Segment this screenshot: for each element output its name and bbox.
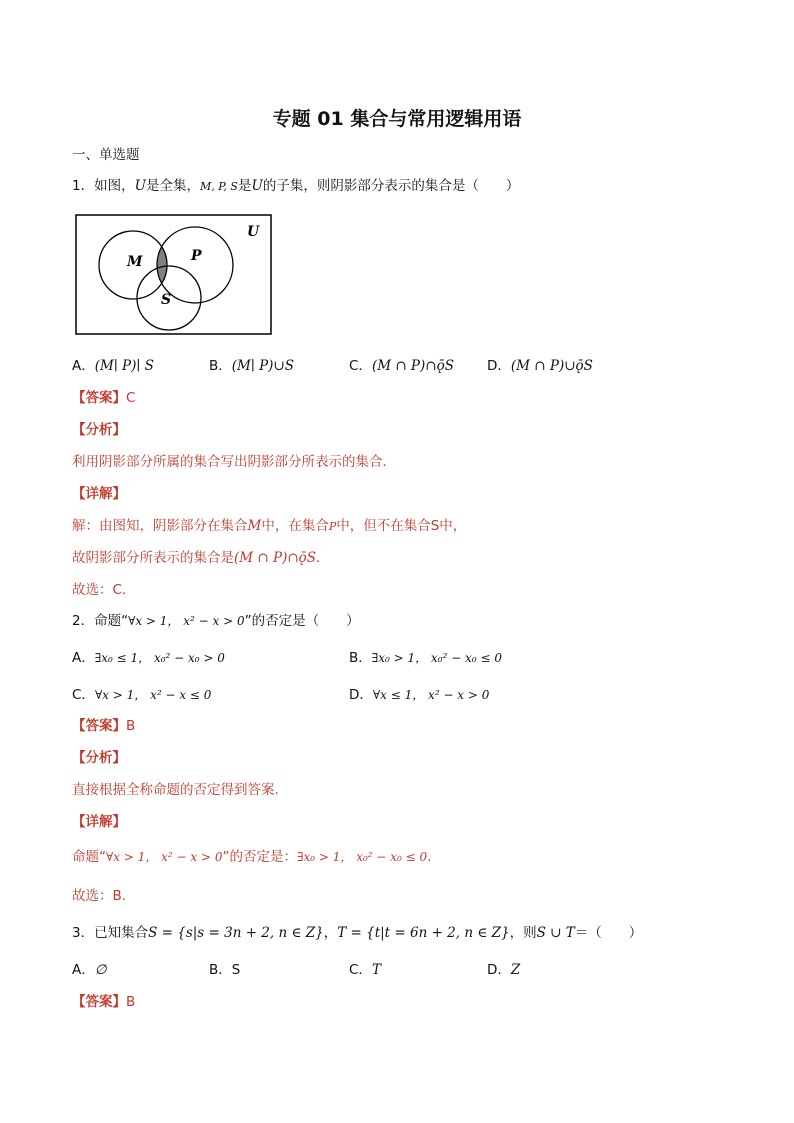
q2-option-b: B．∃x₀ > 1， x₀² − x₀ ≤ 0 — [349, 650, 502, 666]
q1-option-a: A．(M∣ P)∣ S — [72, 358, 154, 374]
q1-stem-post: 的子集，则阴影部分表示的集合是（ ） — [262, 178, 520, 194]
q2-option-a: A．∃x₀ ≤ 1， x₀² − x₀ > 0 — [72, 650, 225, 666]
venn-label-p: P — [191, 248, 202, 264]
q1-stem — [72, 177, 519, 196]
venn-diagram — [75, 214, 272, 336]
q2-option-c: C．∀x > 1， x² − x ≤ 0 — [72, 687, 212, 703]
q1-option-d: D．(M ∩ P)∪ǭS — [487, 358, 593, 374]
q1-option-b: B．(M∣ P)∪S — [209, 358, 294, 374]
q2-analysis-tag: 【分析】 — [72, 750, 126, 766]
q2-stem: 2．命题“∀x > 1， x² − x > 0”的否定是（ ） — [72, 613, 360, 629]
q1-stem-mid1: 是全集， — [145, 178, 200, 194]
q2-detail-tag: 【详解】 — [72, 814, 126, 830]
q3-option-c: C．T — [349, 962, 381, 978]
q1-var-u: U — [134, 178, 146, 194]
q1-option-c: C．(M ∩ P)∩ǭS — [349, 358, 454, 374]
q1-detail-tag: 【详解】 — [72, 486, 126, 502]
venn-label-u: U — [247, 224, 260, 240]
q1-analysis-tag: 【分析】 — [72, 422, 126, 438]
q1-answer: 【答案】C — [72, 390, 136, 406]
q1-analysis: 利用阴影部分所属的集合写出阴影部分所表示的集合． — [72, 454, 396, 470]
q3-option-d: D．Z — [487, 962, 521, 978]
venn-label-s: S — [161, 292, 172, 308]
venn-label-m: M — [127, 254, 143, 270]
q2-option-d: D．∀x ≤ 1， x² − x > 0 — [349, 687, 490, 703]
universal-set-box — [76, 215, 271, 334]
q1-detail-line2: 故阴影部分所表示的集合是(M ∩ P)∩ǭS． — [72, 550, 330, 566]
section-heading: 一、单选题 — [72, 147, 140, 163]
q1-choose: 故选：C. — [72, 582, 127, 598]
q1-stem-pre: 1．如图， — [72, 178, 135, 194]
q3-option-b: B．S — [209, 962, 241, 978]
q1-stem-mid2: 是 — [237, 178, 252, 194]
q2-answer: 【答案】B — [72, 718, 136, 734]
q1-detail-line1: 解：由图知，阴影部分在集合M中，在集合P中，但不在集合S中， — [72, 518, 467, 534]
q1-var-u2: U — [251, 178, 263, 194]
q3-stem: 3．已知集合S = {s|s = 3n + 2, n ∈ Z}，T = {t|t = 6n + 2, n ∈ Z}，则S ∪ T＝（ ） — [72, 925, 643, 941]
q3-answer: 【答案】B — [72, 994, 136, 1010]
q1-var-mps: M, P, S — [199, 180, 238, 193]
page-title: 专题 01 集合与常用逻辑用语 — [272, 108, 522, 130]
q3-option-a: A．∅ — [72, 962, 107, 978]
q2-choose: 故选：B. — [72, 888, 127, 904]
q2-analysis: 直接根据全称命题的否定得到答案. — [72, 782, 279, 798]
q2-detail: 命题“∀x > 1， x² − x > 0”的否定是：∃x₀ > 1， x₀² − x₀ ≤ 0. — [72, 849, 432, 865]
